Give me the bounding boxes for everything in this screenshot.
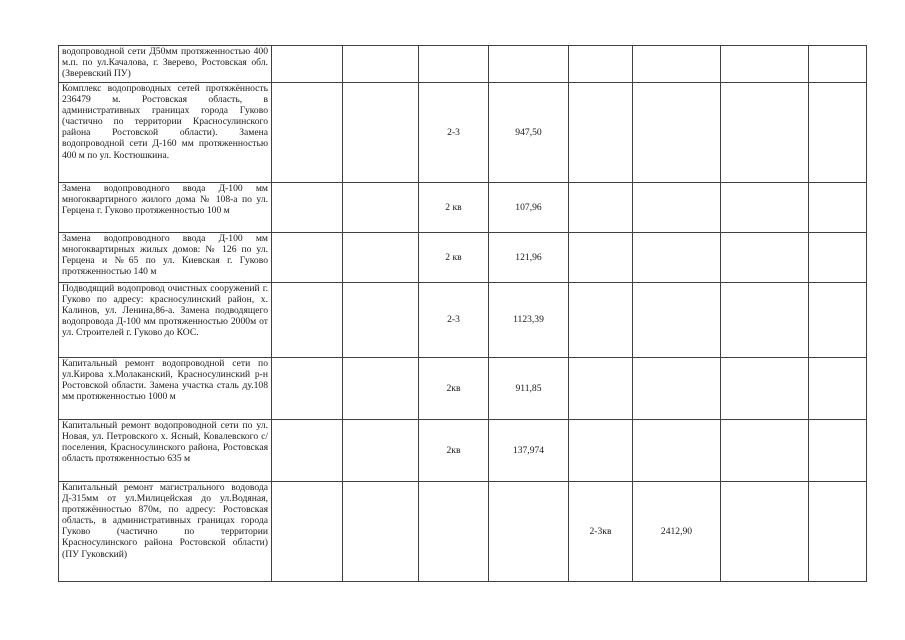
table-row <box>59 283 867 358</box>
empty-cell <box>809 233 867 283</box>
empty-cell <box>272 283 343 358</box>
empty-cell <box>809 482 867 582</box>
row-description: Замена водопроводного ввода Д-100 мм многоквартирных жилых домов: № 126 по ул. Герцена и №65 по ул. Киевская г. Гуково протяженностью 140 м <box>59 233 272 283</box>
period-cell <box>569 358 633 420</box>
empty-cell <box>343 358 419 420</box>
empty-cell <box>809 358 867 420</box>
row-description: водопроводной сети Д50мм протяженностью 400 м.п. по ул.Качалова, г. Зверево, Ростовская обл. (Зверевский ПУ) <box>59 46 272 83</box>
period-cell: 2 кв <box>419 183 489 233</box>
row-description: Капитальный ремонт водопроводной сети по ул.Кирова х.Молаканский, Красносулинский р-н Ростовской области. Замена участка сталь ду.108 мм протяженностью 1000 м <box>59 358 272 420</box>
cost-cell <box>489 46 569 83</box>
cost-cell: 911,85 <box>489 358 569 420</box>
empty-cell <box>721 283 809 358</box>
cost-cell <box>633 420 721 482</box>
empty-cell <box>343 233 419 283</box>
empty-cell <box>343 283 419 358</box>
empty-cell <box>272 233 343 283</box>
empty-cell <box>721 83 809 183</box>
period-cell: 2 кв <box>419 233 489 283</box>
empty-cell <box>721 420 809 482</box>
empty-cell <box>343 420 419 482</box>
empty-cell <box>721 358 809 420</box>
empty-cell <box>272 358 343 420</box>
table-row <box>59 233 867 283</box>
table-row <box>59 358 867 420</box>
row-description: Комплекс водопроводных сетей протяжённость 236479 м. Ростовская область, в административных границах города Гуково (частично по территории Красносулинского района Ростовской области). Замена водопроводной сети Д-160 мм протяженностью 400 м по ул. Костюшкина. <box>59 83 272 183</box>
cost-cell: 2412,90 <box>633 482 721 582</box>
empty-cell <box>809 83 867 183</box>
cost-cell <box>633 233 721 283</box>
row-description: Подводящий водопровод очистных сооружений г. Гуково по адресу: красносулинский район, х. Калинов, ул. Ленина,86-а. Замена подводящего водопровода Д-100 мм протяженностью 2000м от ул. Строителей г. Гуково до КОС. <box>59 283 272 358</box>
cost-cell <box>633 83 721 183</box>
table-row <box>59 83 867 183</box>
cost-cell: 947,50 <box>489 83 569 183</box>
empty-cell <box>272 420 343 482</box>
period-cell: 2-3кв <box>569 482 633 582</box>
empty-cell <box>809 283 867 358</box>
table-body <box>59 46 867 582</box>
row-description: Замена водопроводного ввода Д-100 мм многоквартирного жилого дома № 108-а по ул. Герцена г. Гуково протяженностью 100 м <box>59 183 272 233</box>
period-cell <box>569 283 633 358</box>
period-cell: 2кв <box>419 420 489 482</box>
period-cell: 2кв <box>419 358 489 420</box>
empty-cell <box>343 482 419 582</box>
cost-cell <box>633 283 721 358</box>
empty-cell <box>272 482 343 582</box>
cost-cell: 1123,39 <box>489 283 569 358</box>
empty-cell <box>272 83 343 183</box>
table-row <box>59 420 867 482</box>
empty-cell <box>809 46 867 83</box>
table-row <box>59 46 867 83</box>
cost-cell: 107,96 <box>489 183 569 233</box>
empty-cell <box>721 46 809 83</box>
empty-cell <box>809 420 867 482</box>
cost-cell <box>633 46 721 83</box>
empty-cell <box>721 183 809 233</box>
period-cell: 2-3 <box>419 283 489 358</box>
empty-cell <box>272 183 343 233</box>
period-cell: 2-3 <box>419 83 489 183</box>
period-cell <box>569 83 633 183</box>
table-row <box>59 183 867 233</box>
empty-cell <box>343 46 419 83</box>
cost-cell: 121,96 <box>489 233 569 283</box>
period-cell <box>569 420 633 482</box>
empty-cell <box>809 183 867 233</box>
investment-program-table <box>58 45 867 582</box>
period-cell <box>419 482 489 582</box>
cost-cell <box>633 183 721 233</box>
empty-cell <box>721 482 809 582</box>
empty-cell <box>343 83 419 183</box>
cost-cell: 137,974 <box>489 420 569 482</box>
cost-cell <box>489 482 569 582</box>
row-description: Капитальный ремонт водопроводной сети по ул. Новая, ул. Петровского х. Ясный, Ковалевского с/поселения, Красносулинского района, Ростовская область протяженностью 635 м <box>59 420 272 482</box>
row-description: Капитальный ремонт магистрального водовода Д-315мм от ул.Милицейская до ул.Водяная, протяжённостью 870м, по адресу: Ростовская область, в административных границах города Гуково (частично по территории Красносулинского района Ростовской области) (ПУ Гуковский) <box>59 482 272 582</box>
empty-cell <box>272 46 343 83</box>
period-cell <box>569 46 633 83</box>
cost-cell <box>633 358 721 420</box>
empty-cell <box>343 183 419 233</box>
period-cell <box>419 46 489 83</box>
period-cell <box>569 183 633 233</box>
table-row <box>59 482 867 582</box>
empty-cell <box>721 233 809 283</box>
period-cell <box>569 233 633 283</box>
